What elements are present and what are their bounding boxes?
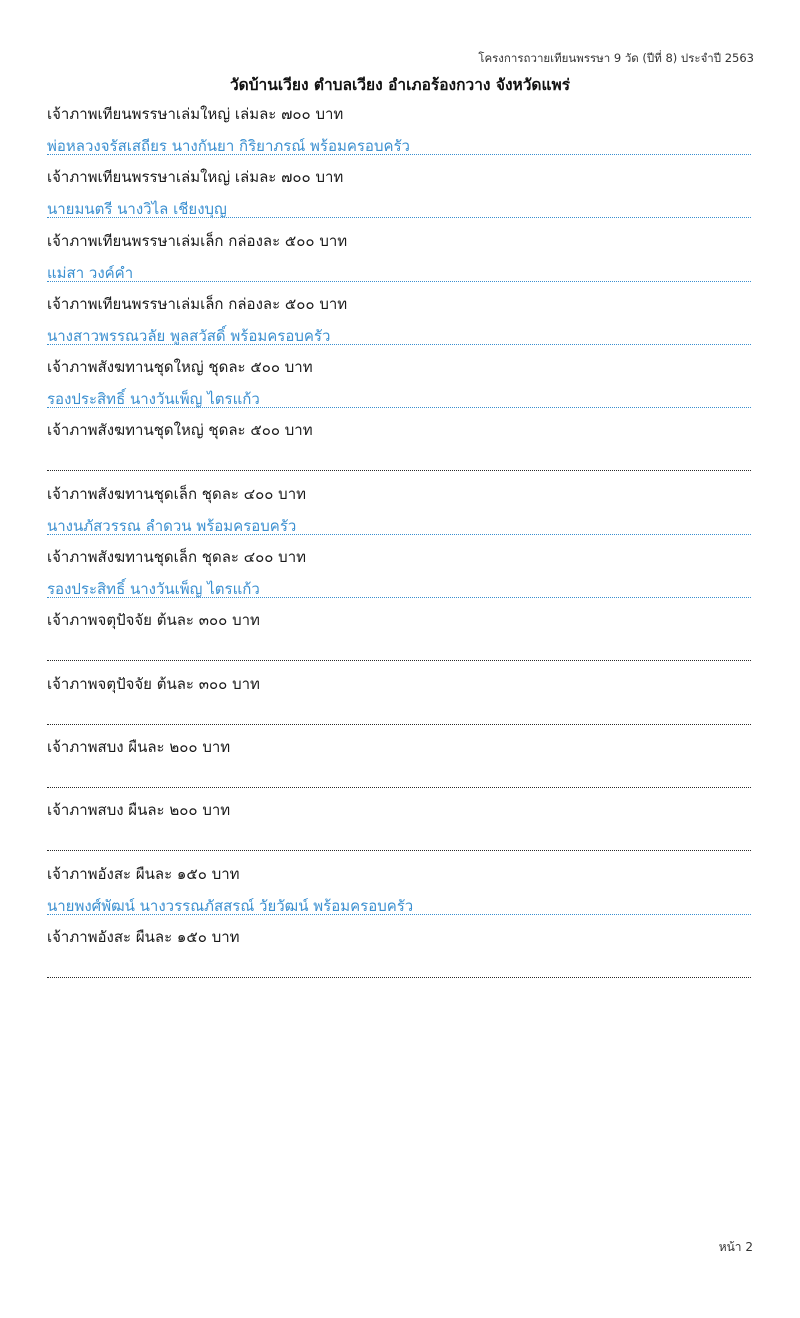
donor-name: พ่อหลวงจรัสเสถียร นางกันยา กิริยาภรณ์ พร้อมครอบครัว <box>47 137 410 155</box>
donation-entry <box>47 288 751 351</box>
donation-entry <box>47 668 751 731</box>
entry-label: เจ้าภาพเทียนพรรษาเล่มเล็ก กล่องละ ๕๐๐ บาท <box>47 231 348 250</box>
donor-line[interactable] <box>47 575 751 598</box>
entry-label: เจ้าภาพเทียนพรรษาเล่มเล็ก กล่องละ ๕๐๐ บาท <box>47 294 348 313</box>
entry-label: เจ้าภาพสังฆทานชุดใหญ่ ชุดละ ๕๐๐ บาท <box>47 421 313 440</box>
donor-line[interactable] <box>47 512 751 535</box>
entry-label: เจ้าภาพอังสะ ผืนละ ๑๕๐ บาท <box>47 864 240 883</box>
entry-label: เจ้าภาพเทียนพรรษาเล่มใหญ่ เล่มละ ๗๐๐ บาท <box>47 105 344 123</box>
donor-line[interactable] <box>47 892 751 915</box>
donation-entry <box>47 225 751 288</box>
entry-label: เจ้าภาพสบง ผืนละ ๒๐๐ บาท <box>47 801 231 820</box>
donor-line[interactable] <box>47 765 751 788</box>
donation-entry <box>47 98 751 161</box>
donor-name: รองประสิทธิ์ นางวันเพ็ญ ไตรแก้ว <box>47 390 260 409</box>
donor-line[interactable] <box>47 828 751 851</box>
donor-line[interactable] <box>47 955 751 978</box>
entry-label: เจ้าภาพจตุปัจจัย ต้นละ ๓๐๐ บาท <box>47 611 260 630</box>
donor-name: แม่สา วงค์คำ <box>47 263 134 282</box>
donation-entry <box>47 604 751 667</box>
donor-name: นางสาวพรรณวลัย พูลสวัสดิ์ พร้อมครอบครัว <box>47 326 331 345</box>
donor-line[interactable] <box>47 702 751 725</box>
entry-label: เจ้าภาพสบง ผืนละ ๒๐๐ บาท <box>47 737 231 756</box>
donation-entry <box>47 351 751 414</box>
donor-name: นางนภัสวรรณ ลำดวน พร้อมครอบครัว <box>47 516 297 535</box>
header-note: โครงการถวายเทียนพรรษา 9 วัด (ปีที่ 8) ประจำปี 2563 <box>478 51 754 65</box>
donation-entry <box>47 161 751 224</box>
entry-label: เจ้าภาพสังฆทานชุดใหญ่ ชุดละ ๕๐๐ บาท <box>47 358 313 377</box>
donor-name: รองประสิทธิ์ นางวันเพ็ญ ไตรแก้ว <box>47 580 260 599</box>
donation-entry <box>47 478 751 541</box>
donor-line[interactable] <box>47 638 751 661</box>
donor-line[interactable] <box>47 322 751 345</box>
page-title: วัดบ้านเวียง ตำบลเวียง อำเภอร้องกวาง จังหวัดแพร่ <box>229 76 571 94</box>
donation-entry <box>47 414 751 477</box>
entry-label: เจ้าภาพเทียนพรรษาเล่มใหญ่ เล่มละ ๗๐๐ บาท <box>47 168 344 187</box>
entry-label: เจ้าภาพอังสะ ผืนละ ๑๕๐ บาท <box>47 927 240 946</box>
donation-entry <box>47 858 751 921</box>
entry-label: เจ้าภาพจตุปัจจัย ต้นละ ๓๐๐ บาท <box>47 674 260 693</box>
donor-line[interactable] <box>47 385 751 408</box>
donation-entry <box>47 794 751 857</box>
donor-line[interactable] <box>47 259 751 282</box>
donor-line[interactable] <box>47 195 751 218</box>
donation-entry <box>47 731 751 794</box>
entry-label: เจ้าภาพสังฆทานชุดเล็ก ชุดละ ๔๐๐ บาท <box>47 548 307 567</box>
page-number: หน้า 2 <box>718 1240 753 1254</box>
donation-list <box>47 98 751 984</box>
donor-name: นายพงศ์พัฒน์ นางวรรณภัสสรณ์ วัยวัฒน์ พร้อมครอบครัว <box>47 896 414 915</box>
donation-entry <box>47 921 751 984</box>
donor-line[interactable] <box>47 132 751 155</box>
donor-name: นายมนตรี นางวิไล เชียงบุญ <box>47 200 227 219</box>
entry-label: เจ้าภาพสังฆทานชุดเล็ก ชุดละ ๔๐๐ บาท <box>47 484 307 503</box>
donation-entry <box>47 541 751 604</box>
donor-line[interactable] <box>47 448 751 471</box>
